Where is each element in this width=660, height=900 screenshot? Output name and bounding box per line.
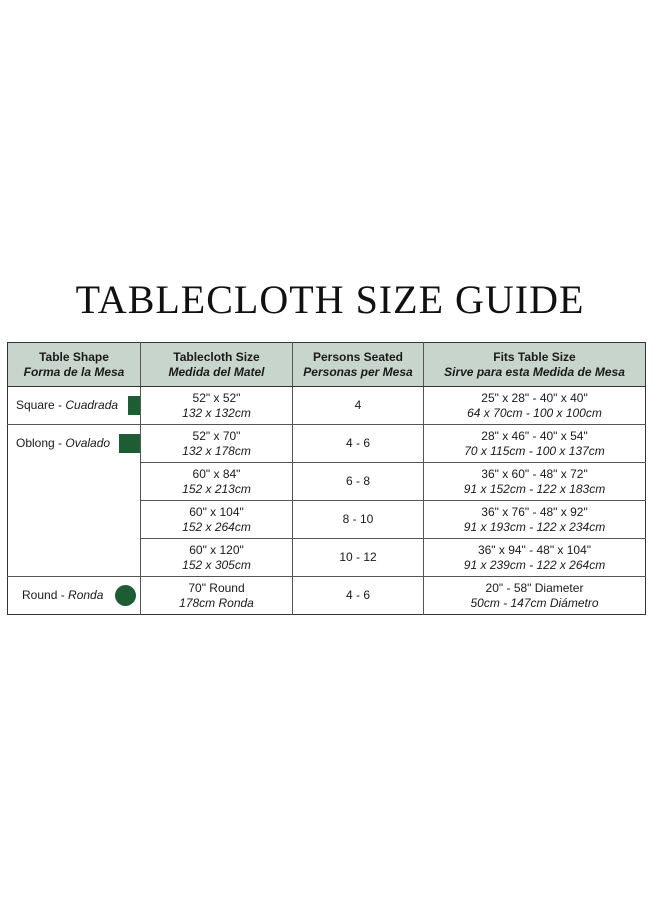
- header-persons-seated: Persons Seated Personas per Mesa: [293, 343, 424, 387]
- tablecloth-size: 60" x 84" 152 x 213cm: [141, 463, 293, 501]
- square-swatch-icon: [128, 396, 140, 415]
- tablecloth-size: 60" x 120" 152 x 305cm: [141, 539, 293, 577]
- fits-table-size: 36" x 94" - 48" x 104" 91 x 239cm - 122 x 264cm: [424, 539, 646, 577]
- persons-seated: 4: [293, 387, 424, 425]
- header-fits-table-size: Fits Table Size Sirve para esta Medida de Mesa: [424, 343, 646, 387]
- table-row: [8, 577, 646, 615]
- header-tablecloth-size: Tablecloth Size Medida del Matel: [141, 343, 293, 387]
- table-row: [8, 425, 646, 463]
- fits-table-size: 36" x 76" - 48" x 92" 91 x 193cm - 122 x 234cm: [424, 501, 646, 539]
- persons-seated: 6 - 8: [293, 463, 424, 501]
- tablecloth-size: 70" Round 178cm Ronda: [141, 577, 293, 615]
- round-swatch-icon: [115, 585, 136, 606]
- fits-table-size: 25" x 28" - 40" x 40" 64 x 70cm - 100 x 100cm: [424, 387, 646, 425]
- size-guide-table: [7, 342, 646, 615]
- persons-seated: 4 - 6: [293, 577, 424, 615]
- header-table-shape: Table Shape Forma de la Mesa: [8, 343, 141, 387]
- fits-table-size: 36" x 60" - 48" x 72" 91 x 152cm - 122 x 183cm: [424, 463, 646, 501]
- fits-table-size: 20" - 58" Diameter 50cm - 147cm Diámetro: [424, 577, 646, 615]
- tablecloth-size: 52" x 52" 132 x 132cm: [141, 387, 293, 425]
- tablecloth-size: 52" x 70" 132 x 178cm: [141, 425, 293, 463]
- table-row: [8, 387, 646, 425]
- header-row: [8, 343, 646, 387]
- tablecloth-size: 60" x 104" 152 x 264cm: [141, 501, 293, 539]
- persons-seated: 4 - 6: [293, 425, 424, 463]
- shape-oblong: Oblong - Ovalado: [8, 425, 141, 577]
- shape-round: Round - Ronda: [8, 577, 141, 615]
- persons-seated: 8 - 10: [293, 501, 424, 539]
- shape-square: Square - Cuadrada: [8, 387, 141, 425]
- fits-table-size: 28" x 46" - 40" x 54" 70 x 115cm - 100 x 137cm: [424, 425, 646, 463]
- oblong-swatch-icon: [119, 434, 140, 453]
- persons-seated: 10 - 12: [293, 539, 424, 577]
- page-title: TABLECLOTH SIZE GUIDE: [75, 277, 585, 322]
